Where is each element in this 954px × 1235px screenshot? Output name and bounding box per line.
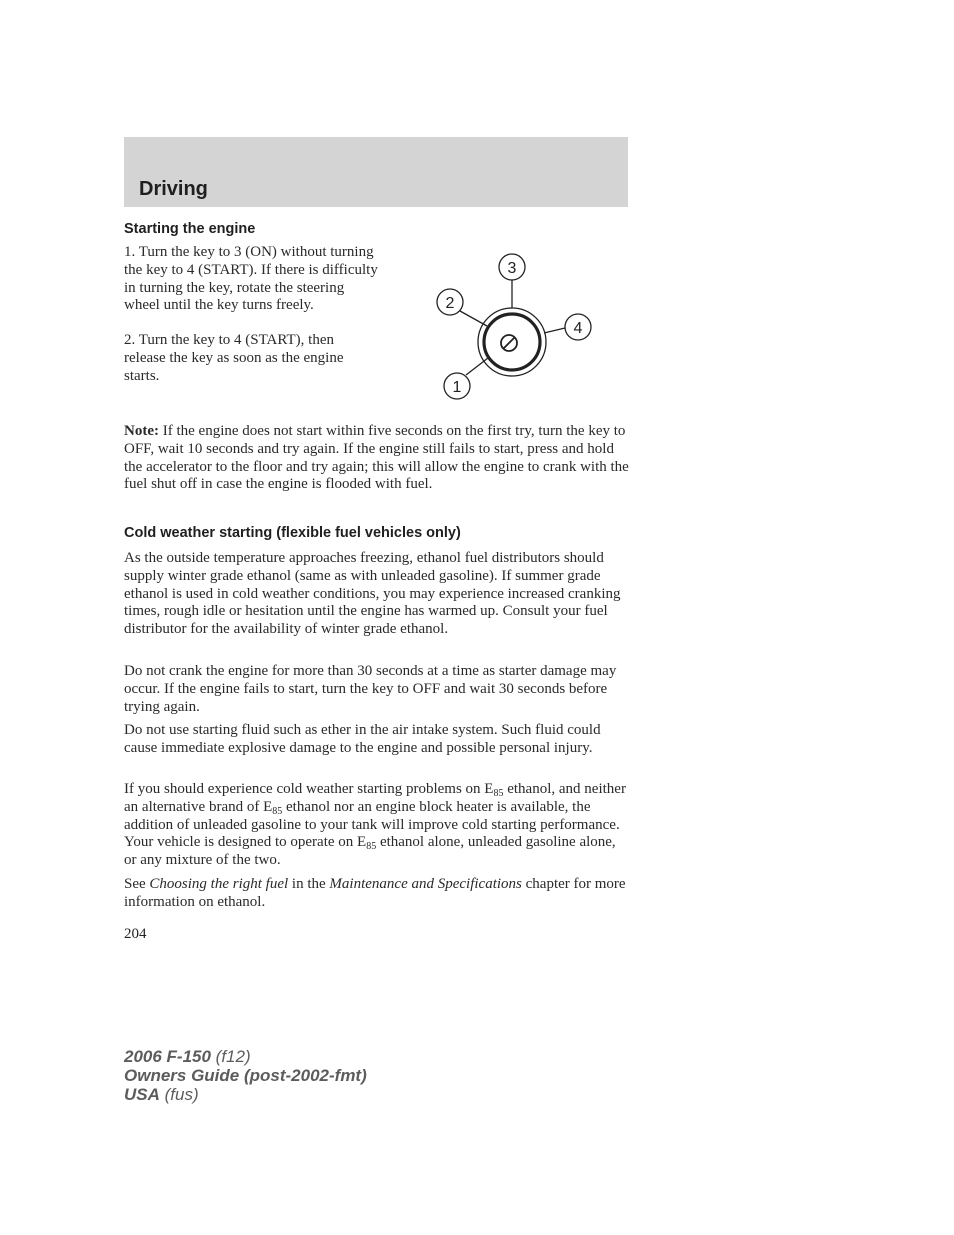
position-label-3: 3	[507, 260, 517, 277]
note-label: Note:	[124, 423, 159, 439]
cold-paragraph-2: Do not crank the engine for more than 30 seconds at a time as starter damage may occur. If the engine fails to start, turn the key to OFF and wait 30 seconds before trying again.	[124, 663, 617, 715]
section-header-band	[124, 137, 628, 207]
cold-paragraph-3: Do not use starting fluid such as ether in the air intake system. Such fluid could cause immediate explosive damage to the engine and possible personal injury.	[124, 722, 601, 756]
reference-choosing-fuel: Choosing the right fuel	[149, 876, 289, 892]
ignition-switch-icon	[430, 250, 605, 405]
reference-maintenance-chapter: Maintenance and Specifications	[329, 876, 522, 892]
cold-paragraph-5: See Choosing the right fuel in the Maintenance and Specifications chapter for more information on ethanol.	[124, 876, 626, 910]
ignition-key-diagram	[430, 250, 605, 405]
note-text: If the engine does not start within five seconds on the first try, turn the key to OFF, wait 10 seconds and try again. If the engine still fails to start, press and hold the accelerator to the floor and try again; this will allow the engine to crank with the fuel shut off in case the engine is flooded with fuel.	[124, 423, 629, 493]
position-label-2: 2	[445, 295, 455, 312]
position-label-4: 4	[573, 320, 583, 337]
position-label-1: 1	[452, 379, 462, 396]
cold-paragraph-1: As the outside temperature approaches freezing, ethanol fuel distributors should supply winter grade ethanol (same as with unleaded gasoline). If summer grade ethanol is used in cold weather conditions, you may experience increased cranking times, rough idle or hesitation until the engine has warmed up. Consult your fuel distributor for the availability of winter grade ethanol.	[124, 550, 621, 638]
note-paragraph	[124, 423, 630, 494]
document-footer: 2006 F-150 (f12) Owners Guide (post-2002-fmt) USA (fus)	[124, 1047, 367, 1104]
heading-starting-engine: Starting the engine	[124, 221, 256, 237]
page-number: 204	[124, 926, 147, 942]
page-title: Driving	[139, 178, 208, 200]
step-2-text: 2. Turn the key to 4 (START), then release the key as soon as the engine starts.	[124, 332, 344, 384]
heading-cold-weather: Cold weather starting (flexible fuel vehicles only)	[124, 525, 461, 541]
step-1-text: 1. Turn the key to 3 (ON) without turning the key to 4 (START). If there is difficulty in turning the key, rotate the steering wheel until the key turns freely.	[124, 244, 378, 314]
cold-paragraph-4: If you should experience cold weather starting problems on $E_{85}$ ethanol, and neither an alternative brand of $E_{85}$ ethanol nor an engine block heater is available, the addition of unleaded gasoline to your tank will improve cold starting performance. Your vehicle is designed to operate on $E_{85}$ ethanol alone, unleaded gasoline alone, or any mixture of the two.	[124, 781, 626, 869]
